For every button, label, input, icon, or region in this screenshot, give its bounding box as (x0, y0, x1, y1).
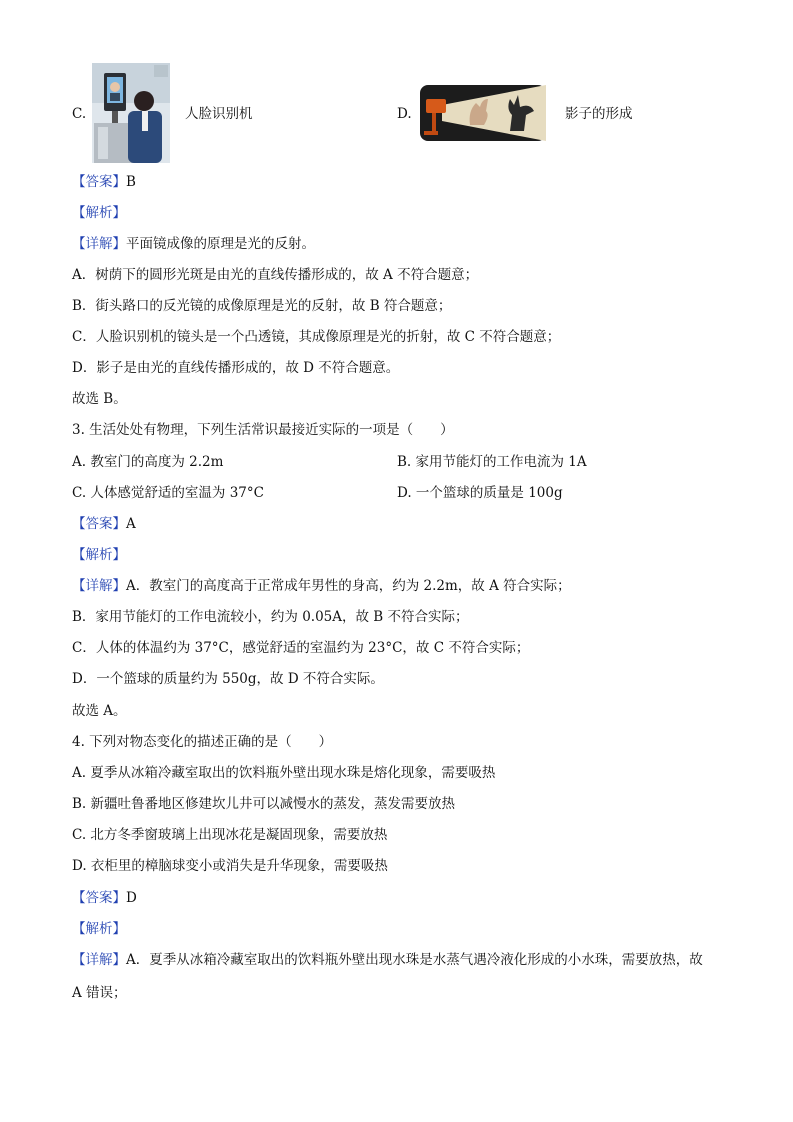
q3-option-b: B. 家用节能灯的工作电流为 1A (397, 454, 587, 470)
q2-conclusion: 故选 B。 (72, 391, 127, 407)
q4-detail-continuation: A 错误； (72, 985, 127, 1001)
q2-explanation-b: B．街头路口的反光镜的成像原理是光的反射，故 B 符合题意； (72, 298, 452, 314)
q4-detail-tag: 【详解】 (72, 952, 126, 968)
q3-explanation-b: B．家用节能灯的工作电流较小，约为 0.05A，故 B 不符合实际； (72, 609, 469, 625)
q4-analysis-tag (72, 919, 126, 939)
q4-stem: 4. 下列对物态变化的描述正确的是（ ） (72, 734, 333, 750)
q2-detail-tag: 【详解】 (72, 236, 126, 252)
q3-detail-line (72, 576, 571, 596)
q2-analysis-tag (72, 203, 126, 223)
q4-option-b: B. 新疆吐鲁番地区修建坎儿井可以减慢水的蒸发，蒸发需要放热 (72, 796, 456, 812)
q3-option-d: D. 一个篮球的质量是 100g (397, 485, 563, 501)
q2-explanation-a: A．树荫下的圆形光斑是由光的直线传播形成的，故 A 不符合题意； (72, 267, 479, 283)
face-recognition-machine-image (92, 63, 170, 163)
q3-detail-first: A．教室门的高度高于正常成年男性的身高，约为 2.2m，故 A 符合实际； (126, 578, 571, 594)
q3-detail-tag: 【详解】 (72, 578, 126, 594)
q4-answer-tag: 【答案】 (72, 890, 126, 906)
option-d-caption: 影子的形成 (565, 106, 633, 122)
q3-option-c: C. 人体感觉舒适的室温为 37°C (72, 485, 264, 501)
q3-analysis-label: 【解析】 (72, 547, 126, 563)
q3-analysis-tag (72, 545, 126, 565)
q2-detail-intro: 平面镜成像的原理是光的反射。 (126, 236, 315, 252)
q3-answer-line (72, 514, 136, 534)
q4-answer-value: D (126, 890, 137, 906)
q2-answer-value: B (126, 174, 136, 190)
q2-detail-line (72, 234, 315, 254)
option-c-caption: 人脸识别机 (185, 106, 253, 122)
q4-detail-first: A．夏季从冰箱冷藏室取出的饮料瓶外壁出现水珠是水蒸气遇冷液化形成的小水珠，需要放热，故 (126, 952, 703, 968)
option-d-letter: D. (397, 106, 412, 122)
q4-answer-line (72, 888, 137, 908)
q4-analysis-label: 【解析】 (72, 921, 126, 937)
option-c-letter: C. (72, 106, 87, 122)
q2-answer-line (72, 172, 136, 192)
q4-option-a: A. 夏季从冰箱冷藏室取出的饮料瓶外壁出现水珠是熔化现象，需要吸热 (72, 765, 496, 781)
q4-option-d: D. 衣柜里的樟脑球变小或消失是升华现象，需要吸热 (72, 858, 388, 874)
q2-explanation-c: C．人脸识别机的镜头是一个凸透镜，其成像原理是光的折射，故 C 不符合题意； (72, 329, 561, 345)
q3-conclusion: 故选 A。 (72, 703, 127, 719)
q3-answer-tag: 【答案】 (72, 516, 126, 532)
q3-answer-value: A (126, 516, 136, 532)
q3-option-a: A. 教室门的高度为 2.2m (72, 454, 224, 470)
q2-answer-tag: 【答案】 (72, 174, 126, 190)
shadow-formation-image (420, 85, 546, 141)
q4-detail-line (72, 950, 703, 970)
q3-explanation-d: D．一个篮球的质量约为 550g，故 D 不符合实际。 (72, 671, 384, 687)
q3-explanation-c: C．人体的体温约为 37°C，感觉舒适的室温约为 23°C，故 C 不符合实际； (72, 640, 530, 656)
q4-option-c: C. 北方冬季窗玻璃上出现冰花是凝固现象，需要放热 (72, 827, 388, 843)
q3-stem: 3. 生活处处有物理，下列生活常识最接近实际的一项是（ ） (72, 422, 454, 438)
q2-analysis-label: 【解析】 (72, 205, 126, 221)
q2-explanation-d: D．影子是由光的直线传播形成的，故 D 不符合题意。 (72, 360, 400, 376)
